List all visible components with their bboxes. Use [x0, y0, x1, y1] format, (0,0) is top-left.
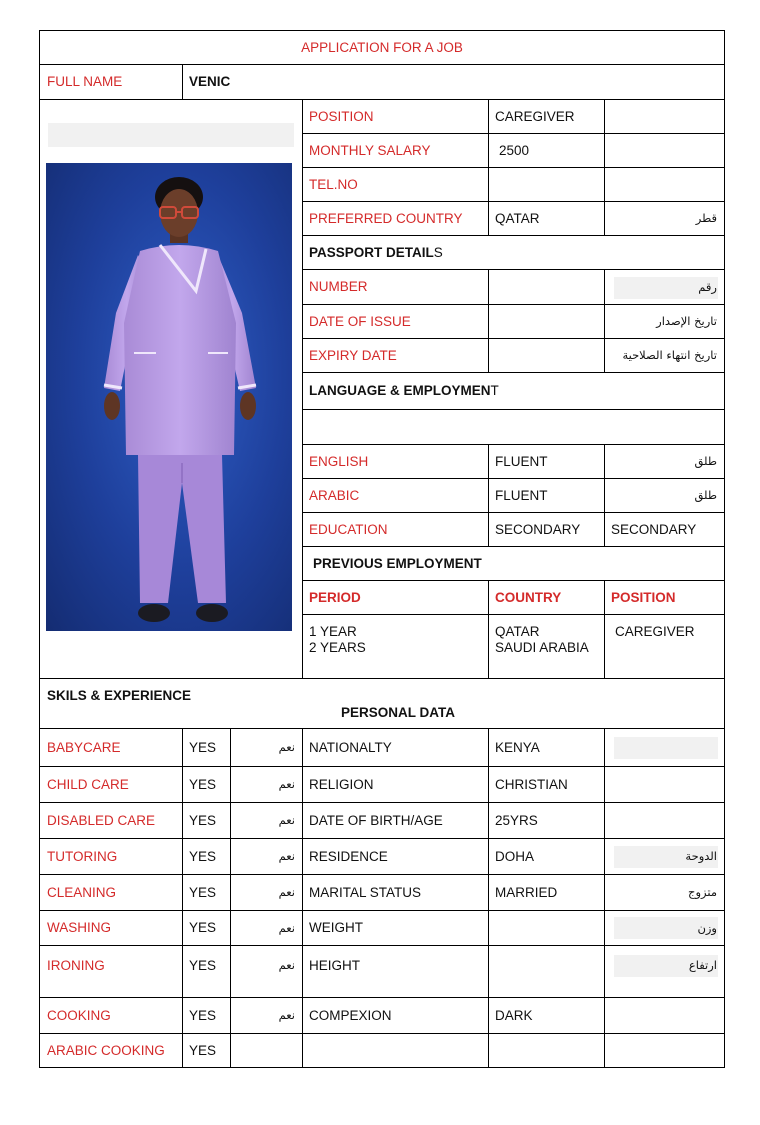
personal-value: DARK [495, 1007, 533, 1023]
language-heading [302, 372, 724, 409]
skill-yes: YES [189, 957, 217, 973]
passport-heading [302, 235, 724, 269]
education-value: SECONDARY [495, 521, 581, 537]
personal-label: WEIGHT [309, 920, 363, 935]
arabic-label: ARABIC [309, 487, 360, 503]
date-of-issue-arabic: تاريخ الإصدار [656, 314, 717, 328]
preferred-country-value: QATAR [495, 210, 540, 226]
personal-arabic: وزن [697, 920, 717, 935]
skill-label: IRONING [47, 957, 105, 973]
monthly-salary-label: MONTHLY SALARY [309, 142, 431, 158]
personal-value [488, 910, 604, 945]
skill-yes: YES [189, 920, 217, 935]
arabic-value: FLUENT [495, 487, 548, 503]
personal-arabic [604, 766, 724, 802]
english-value: FLUENT [495, 453, 548, 469]
personal-value: CHRISTIAN [495, 776, 568, 792]
candidate-figure-illustration [46, 163, 292, 631]
full-name-value: VENIC [189, 74, 231, 89]
skill-yes-arabic: نعم [278, 958, 295, 972]
skill-yes-arabic: نعم [278, 813, 295, 827]
personal-label: NATIONALTY [309, 739, 392, 755]
education-label: EDUCATION [309, 521, 388, 537]
tel-value [488, 167, 604, 201]
country-header: COUNTRY [495, 589, 562, 605]
expiry-date-arabic: تاريخ انتهاء الصلاحية [622, 348, 717, 362]
skill-label: COOKING [47, 1007, 111, 1023]
preferred-country-arabic: قطر [695, 211, 717, 225]
skill-yes: YES [189, 884, 217, 900]
personal-label: HEIGHT [309, 957, 361, 973]
skill-yes: YES [189, 848, 217, 864]
skill-yes: YES [189, 739, 217, 755]
skill-yes: YES [189, 776, 217, 792]
period-header: PERIOD [309, 589, 361, 605]
job-application-form [39, 30, 725, 1068]
english-arabic: طلق [694, 454, 717, 468]
personal-arabic [604, 728, 724, 766]
skill-label: TUTORING [47, 848, 118, 864]
personal-label: RESIDENCE [309, 848, 388, 864]
skill-label: CLEANING [47, 884, 117, 900]
personal-value: 25YRS [495, 812, 538, 828]
monthly-salary-value: 2500 [499, 142, 530, 158]
passport-number-label: NUMBER [309, 279, 368, 294]
personal-value: DOHA [495, 848, 535, 864]
personal-label: RELIGION [309, 776, 374, 792]
personal-arabic [604, 802, 724, 838]
language-heading-tail: T [490, 383, 499, 398]
passport-heading-main: PASSPORT DETAIL [309, 244, 434, 260]
previous-period: 1 YEAR 2 YEARS [309, 624, 366, 655]
personal-label: DATE OF BIRTH/AGE [309, 812, 443, 828]
passport-number-arabic: رقم [698, 279, 717, 294]
skill-yes: YES [189, 812, 217, 828]
personal-label: MARITAL STATUS [309, 884, 422, 900]
personal-label: COMPEXION [309, 1007, 392, 1023]
position-value: CAREGIVER [495, 108, 575, 124]
skill-label: DISABLED CARE [47, 812, 156, 828]
language-heading-main: LANGUAGE & EMPLOYMEN [309, 383, 491, 398]
blank-field-shade [48, 123, 294, 147]
position-label: POSITION [309, 108, 374, 124]
previous-employment-heading: PREVIOUS EMPLOYMENT [313, 555, 482, 571]
skill-yes-arabic: نعم [278, 920, 295, 935]
position-header: POSITION [611, 589, 676, 605]
personal-arabic: متزوج [688, 885, 717, 899]
education-extra: SECONDARY [611, 521, 697, 537]
passport-heading-tail: S [433, 244, 443, 260]
skill-label: CHILD CARE [47, 776, 129, 792]
row-divider [40, 678, 724, 679]
form-title: APPLICATION FOR A JOB [301, 40, 463, 55]
previous-position: CAREGIVER [615, 624, 695, 639]
english-label: ENGLISH [309, 453, 369, 469]
personal-arabic: الدوحة [685, 849, 717, 863]
skill-label: ARABIC COOKING [47, 1042, 165, 1058]
personal-value [488, 947, 604, 983]
skill-yes-arabic: نعم [278, 885, 295, 899]
personal-data-heading: PERSONAL DATA [340, 704, 455, 720]
expiry-date-label: EXPIRY DATE [309, 347, 397, 363]
date-of-issue-label: DATE OF ISSUE [309, 313, 411, 329]
personal-value: KENYA [495, 739, 540, 755]
personal-value: MARRIED [495, 884, 558, 900]
full-name-label: FULL NAME [47, 74, 123, 89]
skill-yes-arabic: نعم [278, 1008, 295, 1022]
row-divider [40, 945, 724, 946]
preferred-country-label: PREFERRED COUNTRY [309, 210, 463, 226]
arabic-arabic: طلق [694, 488, 717, 502]
personal-arabic [604, 997, 724, 1033]
tel-label: TEL.NO [309, 176, 358, 192]
skill-label: BABYCARE [47, 739, 121, 755]
previous-country: QATAR SAUDI ARABIA [495, 624, 589, 655]
skill-yes: YES [189, 1007, 217, 1023]
skill-label: WASHING [47, 920, 111, 935]
candidate-photo [46, 163, 292, 631]
skills-heading: SKILS & EXPERIENCE [47, 687, 192, 703]
row-divider [302, 409, 724, 410]
skill-yes-arabic: نعم [278, 777, 295, 791]
skill-yes-arabic: نعم [278, 849, 295, 863]
skill-yes: YES [189, 1042, 217, 1058]
personal-arabic: ارتفاع [688, 958, 717, 972]
skill-yes-arabic: نعم [278, 740, 295, 754]
column-divider [488, 269, 489, 372]
